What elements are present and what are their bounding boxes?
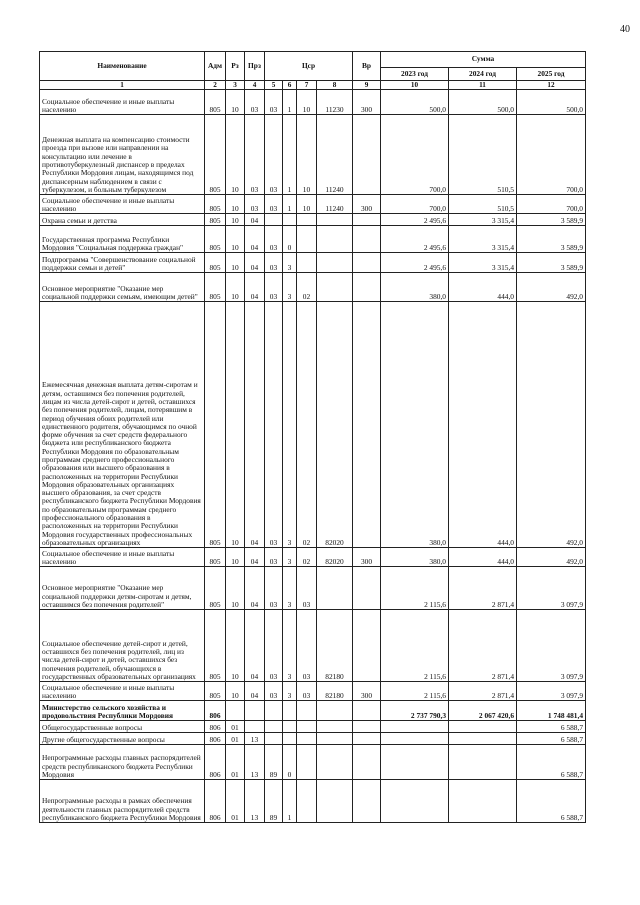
- row-vr: [353, 780, 381, 823]
- row-sum-2024: 2 871,4: [449, 610, 517, 682]
- row-sum-2023: 2 495,6: [381, 253, 449, 273]
- row-sum-2023: 2 495,6: [381, 214, 449, 226]
- row-sum-2025: 3 589,9: [517, 226, 586, 253]
- row-vr: [353, 567, 381, 610]
- row-csr-1: 03: [265, 90, 283, 115]
- row-name: Непрограммные расходы главных распорядителей средств республиканского бюджета Республики Мордовия: [40, 745, 205, 780]
- table-row: [40, 682, 586, 701]
- table-row: [40, 302, 586, 548]
- row-csr-1: 03: [265, 610, 283, 682]
- row-csr-2: 3: [283, 273, 297, 302]
- row-adm: 805: [205, 115, 226, 195]
- row-csr-1: [265, 701, 283, 721]
- row-name: Социальное обеспечение и иные выплаты населению: [40, 548, 205, 567]
- row-sum-2023: [381, 733, 449, 745]
- row-adm: 805: [205, 682, 226, 701]
- row-csr-2: [283, 701, 297, 721]
- row-csr-3: 02: [297, 302, 317, 548]
- row-csr-1: 03: [265, 195, 283, 214]
- column-index: 5: [265, 81, 283, 90]
- row-csr-3: [297, 226, 317, 253]
- row-csr-3: 02: [297, 273, 317, 302]
- row-sum-2025: 700,0: [517, 115, 586, 195]
- table-row: [40, 253, 586, 273]
- row-csr-1: 03: [265, 226, 283, 253]
- row-adm: 805: [205, 610, 226, 682]
- header-name: Наименование: [40, 52, 205, 81]
- row-adm: 805: [205, 90, 226, 115]
- table-row: [40, 745, 586, 780]
- row-sum-2024: 444,0: [449, 273, 517, 302]
- row-sum-2023: 2 115,6: [381, 567, 449, 610]
- header-csr: Цср: [265, 52, 353, 81]
- row-prz: 13: [245, 780, 265, 823]
- header-prz: Прз: [245, 52, 265, 81]
- row-rz: [226, 701, 245, 721]
- row-prz: 03: [245, 195, 265, 214]
- row-csr-1: 03: [265, 548, 283, 567]
- row-sum-2023: 700,0: [381, 195, 449, 214]
- column-index: 8: [317, 81, 353, 90]
- row-csr-3: [297, 745, 317, 780]
- row-vr: [353, 610, 381, 682]
- row-sum-2025: 492,0: [517, 548, 586, 567]
- row-csr-3: [297, 214, 317, 226]
- row-csr-4: 11240: [317, 195, 353, 214]
- row-rz: 10: [226, 226, 245, 253]
- row-sum-2025: 6 588,7: [517, 721, 586, 733]
- row-vr: [353, 273, 381, 302]
- row-csr-1: 03: [265, 115, 283, 195]
- row-rz: 10: [226, 610, 245, 682]
- row-prz: 03: [245, 90, 265, 115]
- row-name: Общегосударственные вопросы: [40, 721, 205, 733]
- row-csr-2: [283, 214, 297, 226]
- row-csr-2: 3: [283, 548, 297, 567]
- table-row: [40, 214, 586, 226]
- row-name: Охрана семьи и детства: [40, 214, 205, 226]
- page-number: 40: [620, 24, 630, 35]
- header-2023: 2023 год: [381, 68, 449, 81]
- row-csr-3: 10: [297, 115, 317, 195]
- row-rz: 10: [226, 682, 245, 701]
- row-prz: 13: [245, 733, 265, 745]
- row-sum-2024: [449, 733, 517, 745]
- row-rz: 01: [226, 733, 245, 745]
- row-vr: 300: [353, 548, 381, 567]
- row-csr-2: 1: [283, 780, 297, 823]
- table-body: [40, 90, 586, 823]
- row-csr-3: 03: [297, 610, 317, 682]
- row-prz: 03: [245, 115, 265, 195]
- row-csr-2: 1: [283, 90, 297, 115]
- row-csr-2: 1: [283, 195, 297, 214]
- row-csr-3: 10: [297, 195, 317, 214]
- row-prz: 04: [245, 273, 265, 302]
- row-sum-2023: 380,0: [381, 548, 449, 567]
- header-2024: 2024 год: [449, 68, 517, 81]
- header-2025: 2025 год: [517, 68, 586, 81]
- row-sum-2024: [449, 745, 517, 780]
- row-name: Ежемесячная денежная выплата детям-сиротам и детям, оставшимся без попечения родителей, лицам из числа детей-сирот и детей, оставшихся без попечения родителей, лицам, потерявшим в период обучения обоих родителей или единственного родителя, обучающимся по очной форме обучения за счет средств федерального бюджета или республиканского бюджета Республики Мордовия по образовательным программам среднего профессионального образования или высшего образования в расположенных на территории Республики Мордовия образовательных организациях высшего образования, за счет средств республиканского бюджета Республики Мордовия по образовательным программам среднего профессионального образования в расположенных на территории Республики Мордовия государственных профессиональных образовательных организациях: [40, 302, 205, 548]
- row-sum-2023: 2 115,6: [381, 610, 449, 682]
- row-sum-2023: 380,0: [381, 302, 449, 548]
- table-row: [40, 226, 586, 253]
- row-vr: [353, 733, 381, 745]
- table-row: [40, 548, 586, 567]
- row-sum-2025: 492,0: [517, 273, 586, 302]
- row-adm: 806: [205, 721, 226, 733]
- row-csr-2: 0: [283, 745, 297, 780]
- row-sum-2024: 500,0: [449, 90, 517, 115]
- column-index: 11: [449, 81, 517, 90]
- row-sum-2024: 3 315,4: [449, 226, 517, 253]
- row-rz: 10: [226, 90, 245, 115]
- column-index: 12: [517, 81, 586, 90]
- row-rz: 10: [226, 548, 245, 567]
- row-prz: 04: [245, 548, 265, 567]
- row-csr-4: [317, 273, 353, 302]
- row-sum-2024: [449, 780, 517, 823]
- table-row: [40, 610, 586, 682]
- row-rz: 10: [226, 195, 245, 214]
- row-rz: 10: [226, 567, 245, 610]
- column-index: 6: [283, 81, 297, 90]
- row-sum-2023: [381, 780, 449, 823]
- row-vr: [353, 701, 381, 721]
- row-sum-2025: 3 097,9: [517, 610, 586, 682]
- row-name: Подпрограмма "Совершенствование социальной поддержки семьи и детей": [40, 253, 205, 273]
- row-prz: 04: [245, 226, 265, 253]
- table-row: [40, 195, 586, 214]
- column-index: 1: [40, 81, 205, 90]
- row-csr-3: [297, 721, 317, 733]
- row-csr-3: [297, 701, 317, 721]
- row-name: Другие общегосударственные вопросы: [40, 733, 205, 745]
- row-csr-2: [283, 721, 297, 733]
- row-csr-1: 03: [265, 682, 283, 701]
- row-csr-2: [283, 733, 297, 745]
- row-name: Социальное обеспечение и иные выплаты населению: [40, 195, 205, 214]
- row-sum-2023: 380,0: [381, 273, 449, 302]
- row-vr: [353, 115, 381, 195]
- row-sum-2023: 2 495,6: [381, 226, 449, 253]
- row-sum-2025: 3 589,9: [517, 253, 586, 273]
- row-csr-4: [317, 721, 353, 733]
- row-name: Основное мероприятие "Оказание мер социальной поддержки семьям, имеющим детей": [40, 273, 205, 302]
- row-vr: [353, 214, 381, 226]
- row-name: Социальное обеспечение и иные выплаты населению: [40, 682, 205, 701]
- row-csr-1: [265, 214, 283, 226]
- row-adm: 805: [205, 548, 226, 567]
- column-index: 7: [297, 81, 317, 90]
- column-index: 9: [353, 81, 381, 90]
- row-name: Социальное обеспечение детей-сирот и детей, оставшихся без попечения родителей, лиц из числа детей-сирот и детей, оставшихся без попечения родителей, обучающихся в государственных образовательных организациях: [40, 610, 205, 682]
- row-name: Министерство сельского хозяйства и продовольствия Республики Мордовия: [40, 701, 205, 721]
- row-sum-2025: 6 588,7: [517, 745, 586, 780]
- row-rz: 10: [226, 273, 245, 302]
- row-csr-1: 03: [265, 273, 283, 302]
- budget-table: [39, 51, 586, 823]
- row-csr-2: 3: [283, 567, 297, 610]
- table-row: [40, 90, 586, 115]
- row-adm: 805: [205, 567, 226, 610]
- row-sum-2025: 1 748 481,4: [517, 701, 586, 721]
- row-adm: 805: [205, 253, 226, 273]
- header-adm: Адм: [205, 52, 226, 81]
- row-csr-4: 82020: [317, 548, 353, 567]
- row-adm: 806: [205, 745, 226, 780]
- row-vr: [353, 226, 381, 253]
- row-rz: 10: [226, 302, 245, 548]
- row-csr-2: 1: [283, 115, 297, 195]
- row-sum-2024: 2 067 420,6: [449, 701, 517, 721]
- row-sum-2023: 2 737 790,3: [381, 701, 449, 721]
- table-row: [40, 780, 586, 823]
- row-sum-2023: 500,0: [381, 90, 449, 115]
- row-rz: 01: [226, 721, 245, 733]
- row-csr-2: 3: [283, 302, 297, 548]
- row-csr-2: 3: [283, 682, 297, 701]
- row-csr-3: [297, 253, 317, 273]
- header-rz: Рз: [226, 52, 245, 81]
- row-csr-4: 11230: [317, 90, 353, 115]
- row-name: Основное мероприятие "Оказание мер социальной поддержки детям-сиротам и детям, оставшимся без попечения родителей": [40, 567, 205, 610]
- row-csr-4: [317, 733, 353, 745]
- row-sum-2023: [381, 721, 449, 733]
- row-sum-2023: 700,0: [381, 115, 449, 195]
- row-adm: 805: [205, 302, 226, 548]
- header-sum: Сумма: [381, 52, 586, 68]
- row-sum-2024: 2 871,4: [449, 682, 517, 701]
- row-name: Государственная программа Республики Мордовия "Социальная поддержка граждан": [40, 226, 205, 253]
- row-name: Денежная выплата на компенсацию стоимости проезда при вызове или направлении на консультацию или лечение в противотуберкулезный диспансер в пределах Республики Мордовия лицам, находящимся под диспансерным наблюдением в связи с туберкулезом, и больным туберкулезом: [40, 115, 205, 195]
- row-vr: 300: [353, 195, 381, 214]
- row-adm: 806: [205, 733, 226, 745]
- row-prz: [245, 701, 265, 721]
- row-csr-1: 03: [265, 253, 283, 273]
- table-row: [40, 733, 586, 745]
- column-index: 10: [381, 81, 449, 90]
- row-rz: 10: [226, 115, 245, 195]
- row-csr-4: [317, 214, 353, 226]
- column-index: 4: [245, 81, 265, 90]
- row-vr: [353, 302, 381, 548]
- row-csr-1: [265, 733, 283, 745]
- row-sum-2024: 3 315,4: [449, 253, 517, 273]
- row-name: Социальное обеспечение и иные выплаты населению: [40, 90, 205, 115]
- column-index-row: [40, 81, 586, 90]
- row-adm: 806: [205, 780, 226, 823]
- row-sum-2025: 3 097,9: [517, 567, 586, 610]
- row-csr-4: [317, 226, 353, 253]
- row-sum-2024: 3 315,4: [449, 214, 517, 226]
- row-csr-3: 10: [297, 90, 317, 115]
- row-adm: 805: [205, 226, 226, 253]
- row-adm: 805: [205, 273, 226, 302]
- row-csr-3: 02: [297, 548, 317, 567]
- row-csr-2: 3: [283, 610, 297, 682]
- row-csr-4: [317, 745, 353, 780]
- row-sum-2024: 510,5: [449, 195, 517, 214]
- header-vr: Вр: [353, 52, 381, 81]
- table-row: [40, 115, 586, 195]
- row-rz: 01: [226, 780, 245, 823]
- row-prz: 04: [245, 253, 265, 273]
- row-sum-2024: 510,5: [449, 115, 517, 195]
- row-rz: 01: [226, 745, 245, 780]
- row-prz: 04: [245, 214, 265, 226]
- row-sum-2025: 700,0: [517, 195, 586, 214]
- row-csr-3: [297, 780, 317, 823]
- row-csr-1: 89: [265, 780, 283, 823]
- row-sum-2023: 2 115,6: [381, 682, 449, 701]
- row-sum-2025: 3 097,9: [517, 682, 586, 701]
- row-csr-1: 03: [265, 302, 283, 548]
- row-adm: 806: [205, 701, 226, 721]
- column-index: 2: [205, 81, 226, 90]
- row-csr-4: [317, 567, 353, 610]
- row-name: Непрограммные расходы в рамках обеспечения деятельности главных распорядителей средств республиканского бюджета Республики Мордовия: [40, 780, 205, 823]
- table-row: [40, 567, 586, 610]
- row-sum-2025: 500,0: [517, 90, 586, 115]
- table-row: [40, 273, 586, 302]
- row-prz: 04: [245, 682, 265, 701]
- row-sum-2024: 2 871,4: [449, 567, 517, 610]
- row-sum-2024: 444,0: [449, 548, 517, 567]
- row-csr-3: 03: [297, 567, 317, 610]
- row-csr-2: 0: [283, 226, 297, 253]
- row-csr-4: [317, 780, 353, 823]
- row-csr-4: [317, 253, 353, 273]
- row-csr-4: 82020: [317, 302, 353, 548]
- row-csr-4: 82180: [317, 682, 353, 701]
- row-csr-3: [297, 733, 317, 745]
- row-csr-4: 11240: [317, 115, 353, 195]
- row-sum-2023: [381, 745, 449, 780]
- row-rz: 10: [226, 253, 245, 273]
- row-csr-1: [265, 721, 283, 733]
- column-index: 3: [226, 81, 245, 90]
- row-csr-2: 3: [283, 253, 297, 273]
- row-csr-3: 03: [297, 682, 317, 701]
- row-csr-4: [317, 701, 353, 721]
- row-prz: 13: [245, 745, 265, 780]
- row-sum-2025: 6 588,7: [517, 780, 586, 823]
- row-sum-2025: 6 588,7: [517, 733, 586, 745]
- row-vr: [353, 721, 381, 733]
- row-vr: 300: [353, 682, 381, 701]
- row-sum-2024: 444,0: [449, 302, 517, 548]
- row-csr-1: 89: [265, 745, 283, 780]
- row-adm: 805: [205, 195, 226, 214]
- row-rz: 10: [226, 214, 245, 226]
- row-csr-1: 03: [265, 567, 283, 610]
- row-prz: 04: [245, 302, 265, 548]
- row-prz: 04: [245, 567, 265, 610]
- row-vr: [353, 253, 381, 273]
- row-csr-4: 82180: [317, 610, 353, 682]
- row-vr: 300: [353, 90, 381, 115]
- table-row: [40, 701, 586, 721]
- row-sum-2024: [449, 721, 517, 733]
- row-vr: [353, 745, 381, 780]
- row-sum-2025: 3 589,9: [517, 214, 586, 226]
- row-prz: 04: [245, 610, 265, 682]
- row-sum-2025: 492,0: [517, 302, 586, 548]
- row-prz: [245, 721, 265, 733]
- row-adm: 805: [205, 214, 226, 226]
- table-row: [40, 721, 586, 733]
